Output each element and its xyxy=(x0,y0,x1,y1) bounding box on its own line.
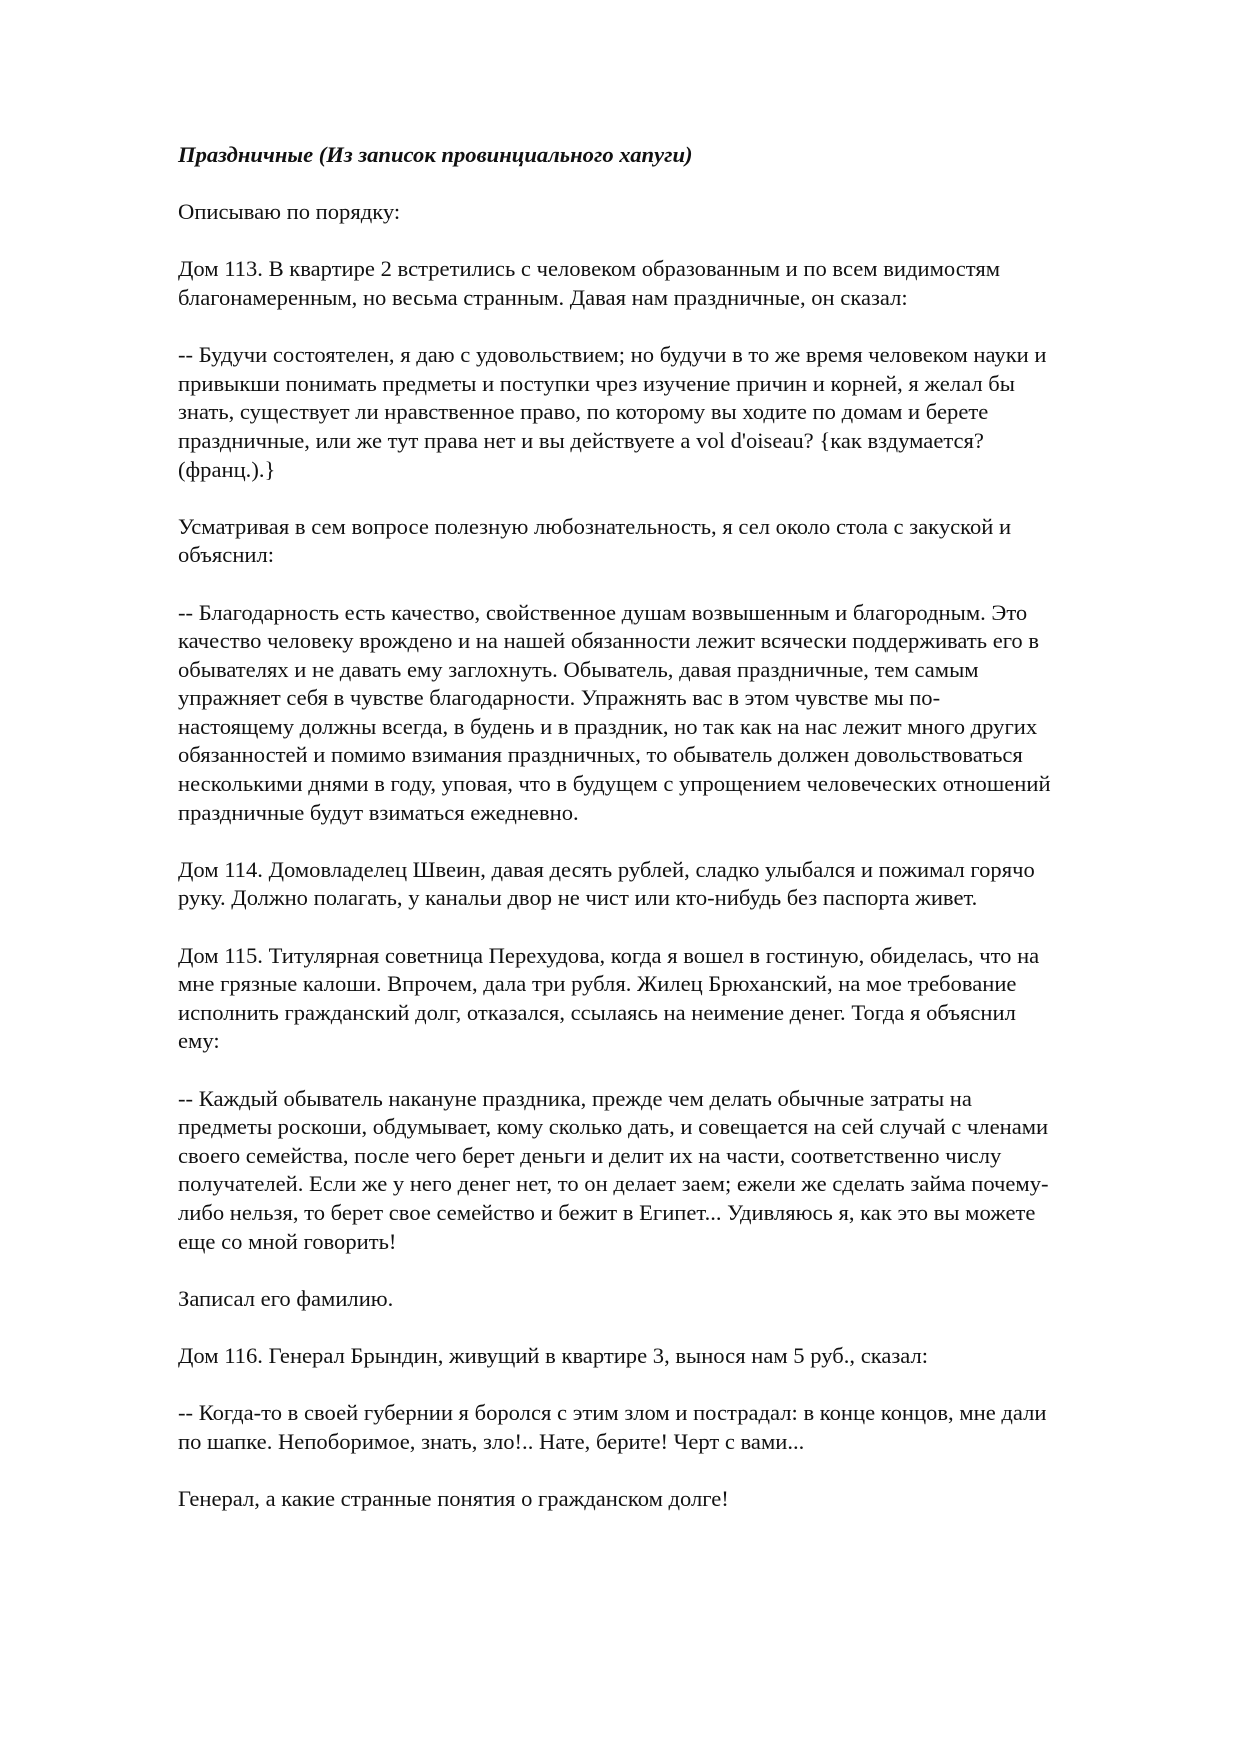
text-line: привыкши понимать предметы и поступки чрез изучение причин и корней, я желал бы xyxy=(178,370,1015,396)
text-line: еще со мной говорить! xyxy=(178,1228,397,1254)
document-title: Праздничные (Из записок провинциального хапуги) xyxy=(178,142,693,167)
text-line: Дом 113. В квартире 2 встретились с человеком образованным и по всем видимостям xyxy=(178,256,1001,282)
text-line: мне грязные калоши. Впрочем, дала три рубля. Жилец Брюханский, на мое требование xyxy=(178,971,1017,997)
paragraph-list xyxy=(178,198,1158,1513)
text-line: (франц.).} xyxy=(178,456,276,482)
paragraph xyxy=(178,856,1158,913)
text-line: Описываю по порядку: xyxy=(178,199,401,225)
text-line: несколькими днями в году, уповая, что в будущем с упрощением человеческих отношений xyxy=(178,771,1051,797)
text-line: ему: xyxy=(178,1028,220,1054)
paragraph xyxy=(178,1285,1158,1314)
paragraph xyxy=(178,341,1158,484)
text-line: упражняет себя в чувстве благодарности. Упражнять вас в этом чувстве мы по- xyxy=(178,685,941,711)
text-line: -- Будучи состоятелен, я даю с удовольствием; но будучи в то же время человеком науки и xyxy=(178,342,1047,368)
text-line: по шапке. Непоборимое, знать, зло!.. Нате, берите! Черт с вами... xyxy=(178,1428,805,1454)
text-line: Усматривая в сем вопросе полезную любознательность, я сел около стола с закуской и xyxy=(178,513,1012,539)
text-line: Генерал, а какие странные понятия о гражданском долге! xyxy=(178,1485,729,1511)
text-line: обывателях и не давать ему заглохнуть. Обыватель, давая праздничные, тем самым xyxy=(178,656,979,682)
text-line: исполнить гражданский долг, отказался, ссылаясь на неимение денег. Тогда я объяснил xyxy=(178,999,1016,1025)
text-line: своего семейства, после чего берет деньги и делит их на части, соответственно числу xyxy=(178,1142,1002,1168)
text-line: Дом 116. Генерал Брындин, живущий в квартире 3, вынося нам 5 руб., сказал: xyxy=(178,1342,929,1368)
paragraph xyxy=(178,198,1158,227)
paragraph xyxy=(178,1485,1158,1514)
text-line: -- Каждый обыватель накануне праздника, прежде чем делать обычные затраты на xyxy=(178,1085,972,1111)
text-line: настоящему должны всегда, в будень и в праздник, но так как на нас лежит много других xyxy=(178,713,1038,739)
document-body xyxy=(178,141,1158,1542)
paragraph xyxy=(178,1085,1158,1257)
text-line: знать, существует ли нравственное право, по которому вы ходите по домам и берете xyxy=(178,399,989,425)
text-line: -- Когда-то в своей губернии я боролся с этим злом и пострадал: в конце концов, мне дали xyxy=(178,1400,1047,1426)
text-line: качество человеку врождено и на нашей обязанности лежит всячески поддерживать его в xyxy=(178,628,1040,654)
text-line: Дом 115. Титулярная советница Перехудова, когда я вошел в гостиную, обиделась, что на xyxy=(178,942,1040,968)
text-line: объяснил: xyxy=(178,542,275,568)
paragraph xyxy=(178,599,1158,828)
text-line: праздничные будут взиматься ежедневно. xyxy=(178,799,579,825)
text-line: праздничные, или же тут права нет и вы действуете a vol d'oiseau? {как вздумается? xyxy=(178,427,984,453)
paragraph xyxy=(178,255,1158,312)
text-line: получателей. Если же у него денег нет, то он делает заем; ежели же сделать займа почему- xyxy=(178,1171,1049,1197)
paragraph xyxy=(178,1399,1158,1456)
text-line: либо нельзя, то берет свое семейство и бежит в Египет... Удивляюсь я, как это вы можете xyxy=(178,1199,1036,1225)
paragraph xyxy=(178,513,1158,570)
text-line: -- Благодарность есть качество, свойственное душам возвышенным и благородным. Это xyxy=(178,599,1028,625)
paragraph xyxy=(178,942,1158,1056)
text-line: благонамеренным, но весьма странным. Давая нам праздничные, он сказал: xyxy=(178,284,908,310)
text-line: обязанностей и помимо взимания праздничных, то обыватель должен довольствоваться xyxy=(178,742,1023,768)
text-line: руку. Должно полагать, у канальи двор не чист или кто-нибудь без паспорта живет. xyxy=(178,885,978,911)
text-line: предметы роскоши, обдумывает, кому сколько дать, и совещается на сей случай с членами xyxy=(178,1114,1049,1140)
text-line: Дом 114. Домовладелец Швеин, давая десять рублей, сладко улыбался и пожимал горячо xyxy=(178,856,1035,882)
text-line: Записал его фамилию. xyxy=(178,1285,394,1311)
paragraph xyxy=(178,1342,1158,1371)
